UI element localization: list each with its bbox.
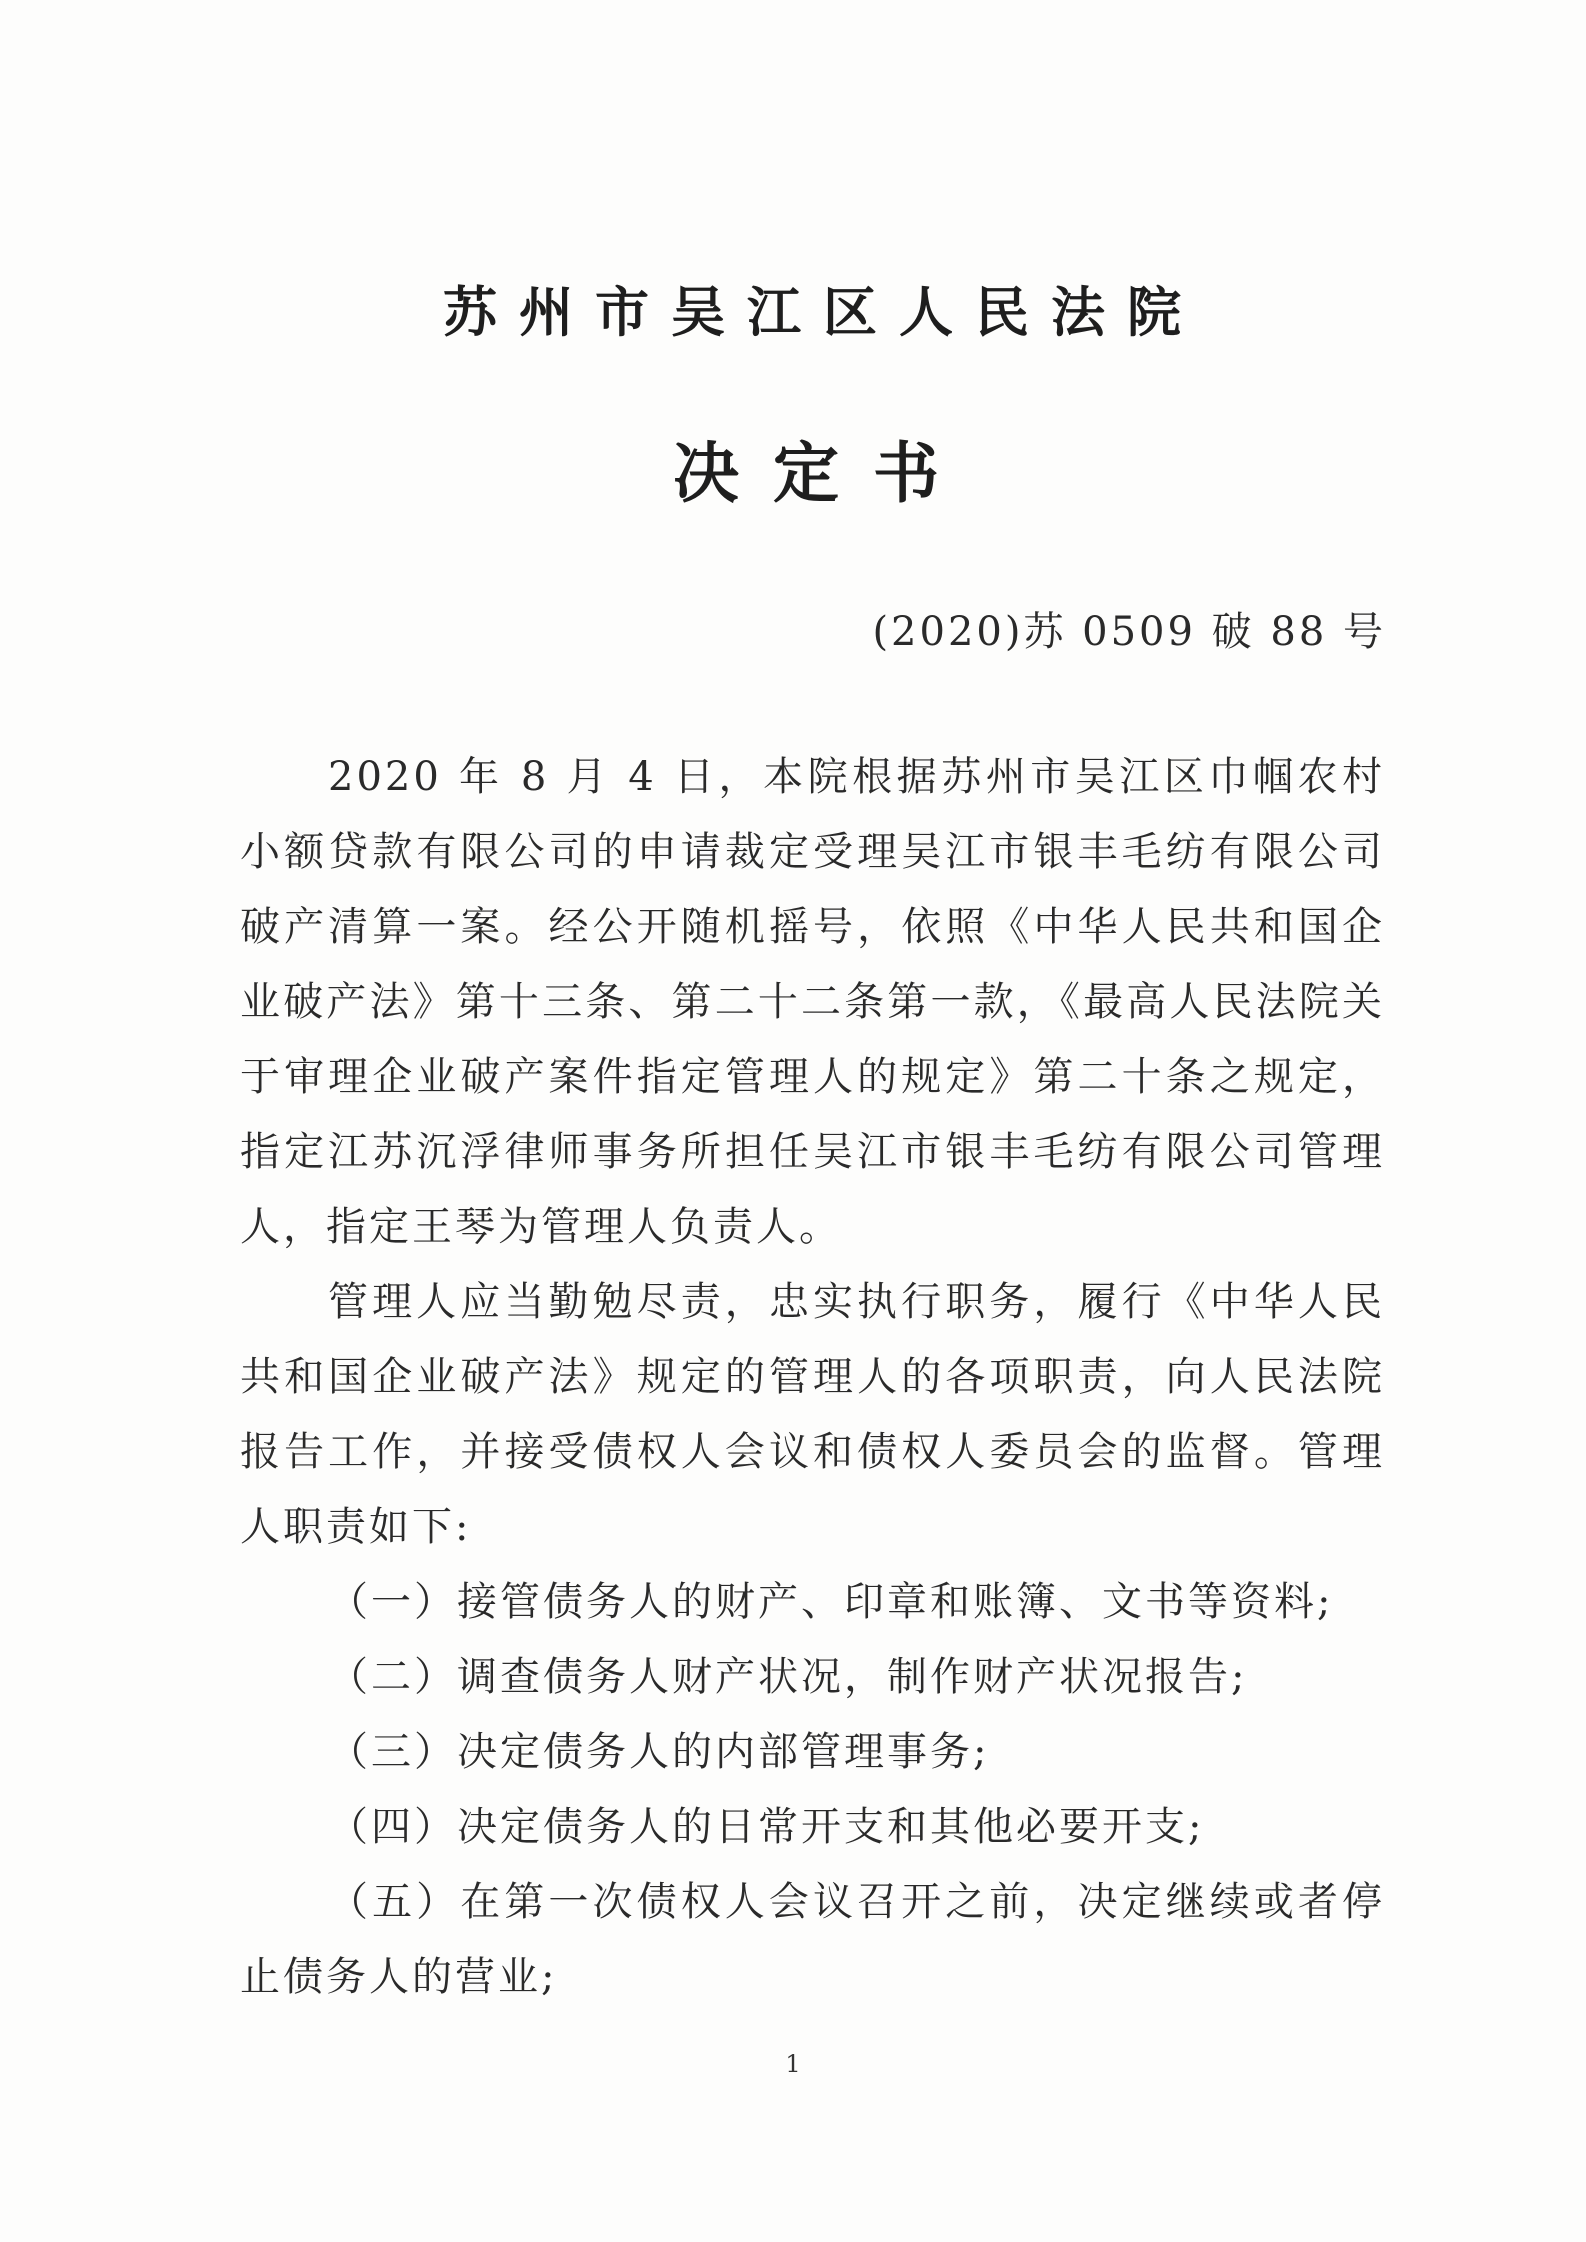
body-paragraph: 2020 年 8 月 4 日，本院根据苏州市吴江区巾帼农村小额贷款有限公司的申请裁定受理吴江市银丰毛纺有限公司破产清算一案。经公开随机摇号，依照《中华人民共和国企业破产法》第十三条、第二十二条第一款，《最高人民法院关于审理企业破产案件指定管理人的规定》第二十条之规定，指定江苏沉浮律师事务所担任吴江市银丰毛纺有限公司管理人，指定王琴为管理人负责人。	[240, 754, 1385, 1250]
body-paragraph: 管理人应当勤勉尽责，忠实执行职务，履行《中华人民共和国企业破产法》规定的管理人的各项职责，向人民法院报告工作，并接受债权人会议和债权人委员会的监督。管理人职责如下:	[240, 1279, 1385, 1550]
duty-item: （二）调查债务人财产状况，制作财产状况报告;	[328, 1654, 1248, 1700]
duty-item: （四）决定债务人的日常开支和其他必要开支;	[328, 1804, 1205, 1850]
document-title: 决定书	[673, 434, 973, 512]
duty-item: （五）在第一次债权人会议召开之前，决定继续或者停止债务人的营业;	[240, 1879, 1385, 2000]
court-name: 苏州市吴江区人民法院	[443, 280, 1203, 344]
duty-item: （一）接管债务人的财产、印章和账簿、文书等资料;	[328, 1579, 1334, 1625]
case-number: (2020)苏 0509 破 88 号	[872, 609, 1386, 655]
duty-item: （三）决定债务人的内部管理事务;	[328, 1729, 990, 1775]
document-body	[240, 740, 1385, 2015]
page-number: 1	[785, 2050, 801, 2078]
